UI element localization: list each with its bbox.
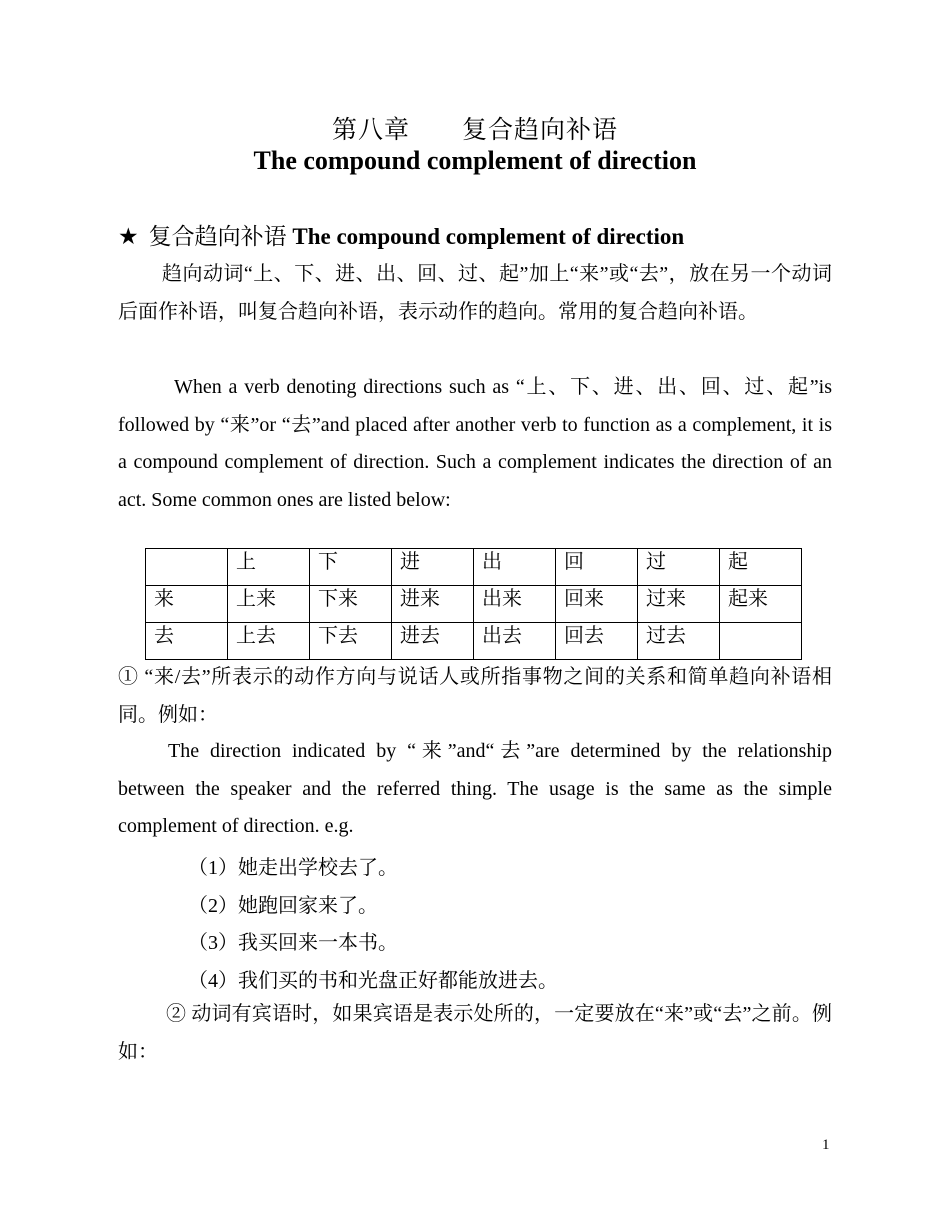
note-1-chinese: ① “来/去”所表示的动作方向与说话人或所指事物之间的关系和简单趋向补语相同。例如： [118,666,832,726]
example-sentence-1: （1）她走出学校去了。 [188,857,398,879]
table-cell: 回 [556,549,638,586]
table-cell [146,549,228,586]
table-cell: 下来 [310,586,392,623]
table-cell: 过 [638,549,720,586]
table-cell: 出来 [474,586,556,623]
table-cell: 出 [474,549,556,586]
table-cell: 起来 [720,586,802,623]
complement-table [145,548,802,660]
table-cell: 上去 [228,623,310,660]
table-cell: 下 [310,549,392,586]
table-cell: 上来 [228,586,310,623]
table-cell: 进去 [392,623,474,660]
table-cell: 去 [146,623,228,660]
table-cell: 下去 [310,623,392,660]
star-icon: ★ [118,224,139,249]
table-cell: 进 [392,549,474,586]
table-cell: 过去 [638,623,720,660]
table-cell: 出去 [474,623,556,660]
table-cell: 起 [720,549,802,586]
table-cell: 回来 [556,586,638,623]
table-row [146,623,802,660]
page-number: 1 [822,1137,830,1153]
table-row [146,586,802,623]
chapter-title-english: The compound complement of direction [253,146,697,175]
table-cell [720,623,802,660]
example-sentence-3: （3）我买回来一本书。 [188,932,398,954]
section-heading-chinese: 复合趋向补语 [148,224,287,249]
section-heading-english: The compound complement of direction [292,224,685,249]
table-cell: 进来 [392,586,474,623]
note-1-english: The direction indicated by “来”and“去”are determined by the relationship between the speaker and the referred thing. The usage is the same as the simple complement of direction. e.g. [118,740,832,837]
section-heading [118,218,684,251]
note-2-chinese: ② 动词有宾语时，如果宾语是表示处所的，一定要放在“来”或“去”之前。例如： [118,1003,832,1063]
intro-paragraph-english: When a verb denoting directions such as “上、下、进、出、回、过、起”is followed by “来”or “去”and placed after another verb to function as a complement, it is a compound complement of direction. Such a complement indicates the direction of an act. Some common ones are listed below: [118,376,832,511]
example-sentence-2: （2）她跑回家来了。 [188,895,378,917]
intro-paragraph-chinese: 趋向动词“上、下、进、出、回、过、起”加上“来”或“去”，放在另一个动词后面作补语，叫复合趋向补语，表示动作的趋向。常用的复合趋向补语。 [118,263,832,323]
table-cell: 来 [146,586,228,623]
table-header-row [146,549,802,586]
table-cell: 上 [228,549,310,586]
example-sentence-4: （4）我们买的书和光盘正好都能放进去。 [188,970,558,992]
table-cell: 过来 [638,586,720,623]
table-cell: 回去 [556,623,638,660]
chapter-title-chinese: 第八章 复合趋向补语 [331,117,618,144]
